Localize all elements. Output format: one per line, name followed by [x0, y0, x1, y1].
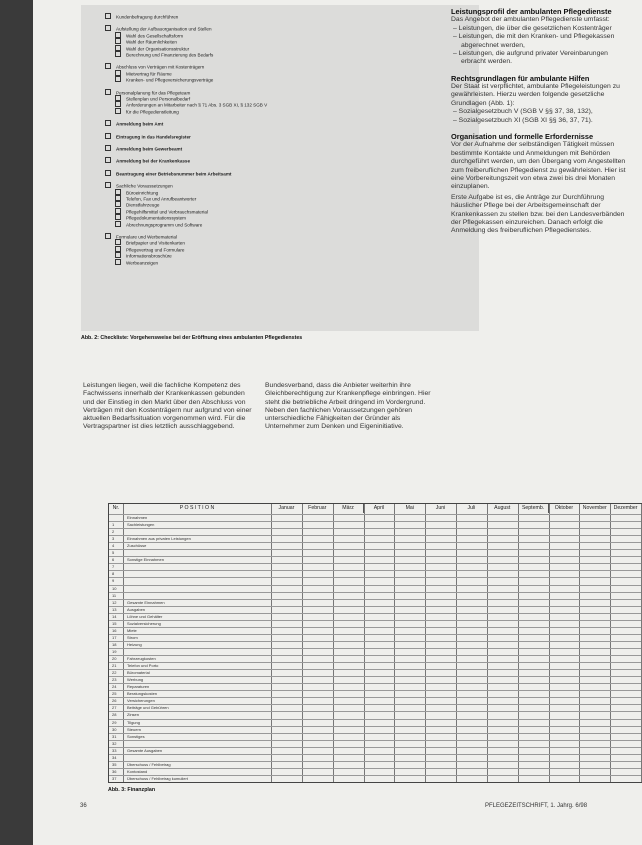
checkbox-icon: [105, 13, 111, 19]
checkbox-icon: [115, 214, 121, 220]
checkbox-icon: [115, 45, 121, 51]
row-label: Kontostand: [127, 768, 148, 774]
row-label: Tilgung: [127, 719, 140, 725]
checkbox-icon: [105, 157, 111, 163]
checklist-item-label: Abrechnungsprogramm und Software: [126, 222, 203, 228]
row-number: 9: [112, 578, 115, 584]
checklist-item-label: Anmeldung bei der Krankenkasse: [116, 158, 191, 164]
checklist-item-label: Formulare und Werbematerial: [116, 234, 177, 240]
checkbox-icon: [105, 145, 111, 151]
row-label: Sozialversicherung: [127, 620, 161, 626]
table-header-cell: Juli: [456, 504, 488, 513]
row-number: 1: [112, 522, 115, 528]
checkbox-icon: [115, 259, 121, 265]
checkbox-icon: [115, 246, 121, 252]
checkbox-icon: [105, 182, 111, 188]
checkbox-icon: [115, 108, 121, 114]
body-column-1: Leistungen liegen, weil die fachliche Kompetenz des Fachwissens innerhalb der Krankenkassen gebunden und der Einstieg in den Markt über den Abschluss von Verträgen mit den Kostenträgern nur aufgrund von einer aktuellen Bedarfssituation vorgenommen wird. Für die Vertragspartner ist dies letztlich ausschlaggebend.: [83, 382, 252, 431]
checklist-item-label: Briefpapier und Visitenkarten: [126, 240, 185, 246]
checklist-item-label: Eintragung in das Handelsregister: [116, 134, 191, 140]
row-number: 11: [112, 592, 117, 598]
checklist-item-label: für die Pflegedienstleitung: [126, 109, 179, 115]
bullet-item: – Sozialgesetzbuch V (SGB V §§ 37, 38, 132),: [453, 108, 593, 116]
checklist-item: [105, 13, 178, 20]
checklist-item: [105, 145, 182, 152]
section-text-4: Erste Aufgabe ist es, die Anträge zur Durchführung häuslicher Pflege bei der Arbeitsgemeinschaft der Krankenkassen zu stellen bzw. bei den Landesverbänden der Pflegekassen einzureichen. Danach erfolgt die Anmeldung des freiberuflichen Pflegedienstes.: [451, 193, 625, 235]
row-number: 24: [112, 684, 117, 690]
row-number: 37: [112, 775, 117, 781]
row-label: Gesamte Einnahmen: [127, 599, 165, 605]
row-number: 22: [112, 670, 117, 676]
checklist-item-label: Anmeldung beim Gewerbeamt: [116, 146, 183, 152]
section-heading-2: Rechtsgrundlagen für ambulante Hilfen: [451, 73, 590, 83]
checklist-item: [115, 221, 202, 228]
checkbox-icon: [115, 101, 121, 107]
row-number: 29: [112, 719, 117, 725]
checklist-item: [115, 51, 213, 58]
section-text-1: Das Angebot der ambulanten Pflegedienste umfasst:: [451, 16, 610, 24]
checklist-item-label: Informationsbroschüre: [126, 253, 172, 259]
row-number: 2: [112, 529, 115, 535]
checkbox-icon: [105, 63, 111, 69]
bullet-list-1: [451, 25, 633, 67]
checklist-item-label: Wahl des Gesellschaftsform: [126, 33, 184, 39]
table-header-cell: Oktober: [549, 504, 581, 513]
row-label: Sachleistungen: [127, 522, 155, 528]
checklist-item: [115, 259, 158, 266]
row-label: Reparaturen: [127, 684, 150, 690]
checkbox-icon: [115, 70, 121, 76]
checkbox-icon: [105, 170, 111, 176]
row-number: 30: [112, 726, 117, 732]
checklist-item-label: Personalplanung für das Pflegeteam: [116, 90, 191, 96]
row-number: 15: [112, 620, 117, 626]
checklist-figure: [81, 5, 479, 331]
row-number: 34: [112, 754, 117, 760]
row-label: Überschuss / Fehlbetrag kumuliert: [127, 775, 188, 781]
row-number: 31: [112, 733, 117, 739]
row-number: 6: [112, 557, 115, 563]
row-label: Zuschüsse: [127, 543, 147, 549]
checklist-item: [105, 157, 190, 164]
row-label: Strom: [127, 634, 138, 640]
checklist-item-label: Kranken- und Pflegeversicherungsverträge: [126, 77, 214, 83]
row-label: Beiträge und Gebühren: [127, 705, 169, 711]
row-label: Einnahmen: [127, 515, 148, 520]
checklist-item: [115, 76, 213, 83]
row-label: Fahrzeugkosten: [127, 656, 156, 662]
checkbox-icon: [115, 38, 121, 44]
checklist-item-label: Pflegehilfsmittel und Verbrauchsmaterial: [126, 209, 208, 215]
finance-plan-table: [108, 503, 642, 783]
section-text-3: Vor der Aufnahme der selbständigen Tätigkeit müssen bestimmte Kontakte und Anmeldungen mit Behörden durchgeführt werden, um den Übergang vom Angestellten zum freiberuflichen Pflegedienst zu gewährleisten. Hier ist eine Vorbereitungszeit von etwa zwei bis drei Monaten einzuplanen.: [451, 141, 626, 191]
checklist-item-label: Sachliche Voraussetzungen: [116, 183, 173, 189]
row-label: Steuern: [127, 726, 142, 732]
row-label: Versicherungen: [127, 698, 155, 704]
row-number: 5: [112, 550, 115, 556]
checklist-item-label: Anmeldung beim Amt: [116, 121, 164, 127]
row-number: 27: [112, 705, 117, 711]
checkbox-icon: [115, 95, 121, 101]
checkbox-icon: [115, 221, 121, 227]
checklist-item-label: Mietvertrag für Räume: [126, 71, 172, 77]
checklist-item-label: Wahl der Organisationsstruktur: [126, 46, 190, 52]
row-label: Sonstige Einnahmen: [127, 557, 164, 563]
row-number: 21: [112, 663, 117, 669]
bullet-item: – Leistungen, die über die gesetzlichen Kostenträger: [453, 24, 612, 32]
checkbox-icon: [115, 76, 121, 82]
row-label: Ausgaben: [127, 606, 146, 612]
table-header-cell: Februar: [302, 504, 334, 513]
table-header-cell: März: [333, 504, 365, 513]
row-number: 17: [112, 634, 117, 640]
row-number: 20: [112, 656, 117, 662]
checkbox-icon: [105, 133, 111, 139]
checkbox-icon: [115, 189, 121, 195]
checklist-item-label: Beantragung einer Betriebsnummer beim Arbeitsamt: [116, 171, 232, 177]
checklist-item-label: Berechnung und Finanzierung des Bedarfs: [126, 52, 214, 58]
checklist-item-label: Anforderungen an Mitarbeiter nach § 71 Abs. 3 SGB XI, § 132 SGB V: [126, 102, 268, 108]
table-header-cell: November: [579, 504, 611, 513]
row-number: 33: [112, 747, 117, 753]
row-number: 26: [112, 698, 117, 704]
table-header-cell: April: [364, 504, 396, 513]
row-label: Büromaterial: [127, 670, 150, 676]
table-header-cell: Juni: [425, 504, 457, 513]
checklist-item-label: Aufstellung der Aufbauorganisation und Stellen: [116, 26, 212, 32]
checklist-item-label: Werbeanzeigen: [126, 260, 159, 266]
body-column-2: Bundesverband, dass die Anbieter weiterhin ihre Gleichberechtigung zur Krankenpflege einbringen. Hier steht die betriebliche Arbeit dringend im Vordergrund. Neben den fachlichen Voraussetzungen gehören unterschiedliche Fähigkeiten der Gründer als Unternehmer zum Denken und Eigeninitiative.: [265, 382, 431, 431]
table-header-cell: Nr.: [109, 504, 124, 513]
row-label: Einnahmen aus privaten Leistungen: [127, 536, 191, 542]
row-label: Beratungskosten: [127, 691, 158, 697]
table-header-cell: August: [487, 504, 519, 513]
checklist-item: [115, 108, 179, 115]
checkbox-icon: [105, 25, 111, 31]
checklist-item-label: Pflegevertrag und Formulare: [126, 247, 185, 253]
row-number: 28: [112, 712, 117, 718]
checkbox-icon: [105, 233, 111, 239]
checklist-item: [105, 133, 191, 140]
checkbox-icon: [115, 239, 121, 245]
bullet-item: – Leistungen, die aufgrund privater Vereinbarungen erbracht werden.: [453, 49, 608, 66]
row-number: 18: [112, 641, 117, 647]
row-number: 14: [112, 613, 117, 619]
checklist-item-label: Wahl der Räumlichkeiten: [126, 39, 177, 45]
row-label: Heizung: [127, 641, 142, 647]
row-label: Miete: [127, 627, 137, 633]
row-number: 19: [112, 649, 117, 654]
row-number: 25: [112, 691, 117, 697]
row-number: 32: [112, 740, 117, 746]
table-row: [109, 775, 641, 783]
checklist-item-label: Pflegedokumentationssystem: [126, 215, 187, 221]
checklist-item: [105, 170, 231, 177]
row-number: 10: [112, 585, 117, 591]
journal-footer: PFLEGEZEITSCHRIFT, 1. Jahrg. 6/98: [485, 803, 588, 809]
checkbox-icon: [105, 120, 111, 126]
section-heading-3: Organisation und formelle Erfordernisse: [451, 132, 594, 142]
checkbox-icon: [115, 252, 121, 258]
bullet-item: – Leistungen, die mit den Kranken- und Pflegekassen abgerechnet werden,: [453, 33, 615, 49]
checklist-item-label: Dienstfahrzeuge: [126, 202, 160, 208]
bullet-item: – Sozialgesetzbuch XI (SGB XI §§ 36, 37, 71).: [453, 116, 593, 124]
checklist-caption: Abb. 2: Checkliste: Vorgehensweise bei der Eröffnung eines ambulanten Pflegedienstes: [81, 335, 303, 341]
row-number: 3: [112, 536, 115, 542]
checkbox-icon: [115, 32, 121, 38]
checklist-item-label: Abschluss von Verträgen mit Kostenträgern: [116, 64, 205, 70]
checkbox-icon: [115, 51, 121, 57]
checkbox-icon: [115, 201, 121, 207]
checklist-item-label: Büroeinrichtung: [126, 190, 159, 196]
row-number: 13: [112, 606, 117, 612]
row-label: Telefon und Porto: [127, 663, 159, 669]
row-number: 16: [112, 627, 117, 633]
table-header-cell: Januar: [271, 504, 303, 513]
checklist-item-label: Kundenbefragung durchführen: [116, 14, 179, 20]
row-label: Löhne und Gehälter: [127, 613, 163, 619]
right-column: [451, 8, 633, 236]
row-label: Werbung: [127, 677, 144, 683]
row-number: 7: [112, 564, 115, 570]
row-label: Überschuss / Fehlbetrag: [127, 761, 171, 767]
table-header-cell: Septemb.: [518, 504, 550, 513]
checklist-item-label: Stellenplan und Personalbedarf: [126, 96, 191, 102]
row-number: 23: [112, 677, 117, 683]
row-label: Gesamte Ausgaben: [127, 747, 163, 753]
checkbox-icon: [115, 208, 121, 214]
finance-plan-caption: Abb. 3: Finanzplan: [108, 787, 156, 793]
table-header-cell: Dezember: [610, 504, 642, 513]
row-number: 4: [112, 543, 115, 549]
section-heading-1: Leistungsprofil der ambulanten Pflegedienste: [451, 7, 612, 16]
checkbox-icon: [105, 89, 111, 95]
row-number: 12: [112, 599, 117, 605]
checklist-item-label: Telefon, Fax und Anrufbeantworter: [126, 196, 197, 202]
checkbox-icon: [115, 195, 121, 201]
checklist-item: [105, 120, 163, 127]
page-number: 36: [80, 803, 87, 809]
row-label: Sonstiges: [127, 733, 145, 739]
row-number: 35: [112, 761, 117, 767]
table-header-cell: Mai: [394, 504, 426, 513]
table-header-cell: P O S I T I O N: [123, 504, 272, 513]
bullet-list-2: [451, 108, 633, 125]
section-text-2: Der Staat ist verpflichtet, ambulante Pflegeleistungen zu gewährleisten. Hierzu werden folgende gesetzliche Grundlagen (Abb. 1):: [451, 83, 620, 107]
document-page: [33, 0, 642, 845]
row-number: 8: [112, 571, 115, 577]
row-label: Zinsen: [127, 712, 140, 718]
row-number: 36: [112, 768, 117, 774]
